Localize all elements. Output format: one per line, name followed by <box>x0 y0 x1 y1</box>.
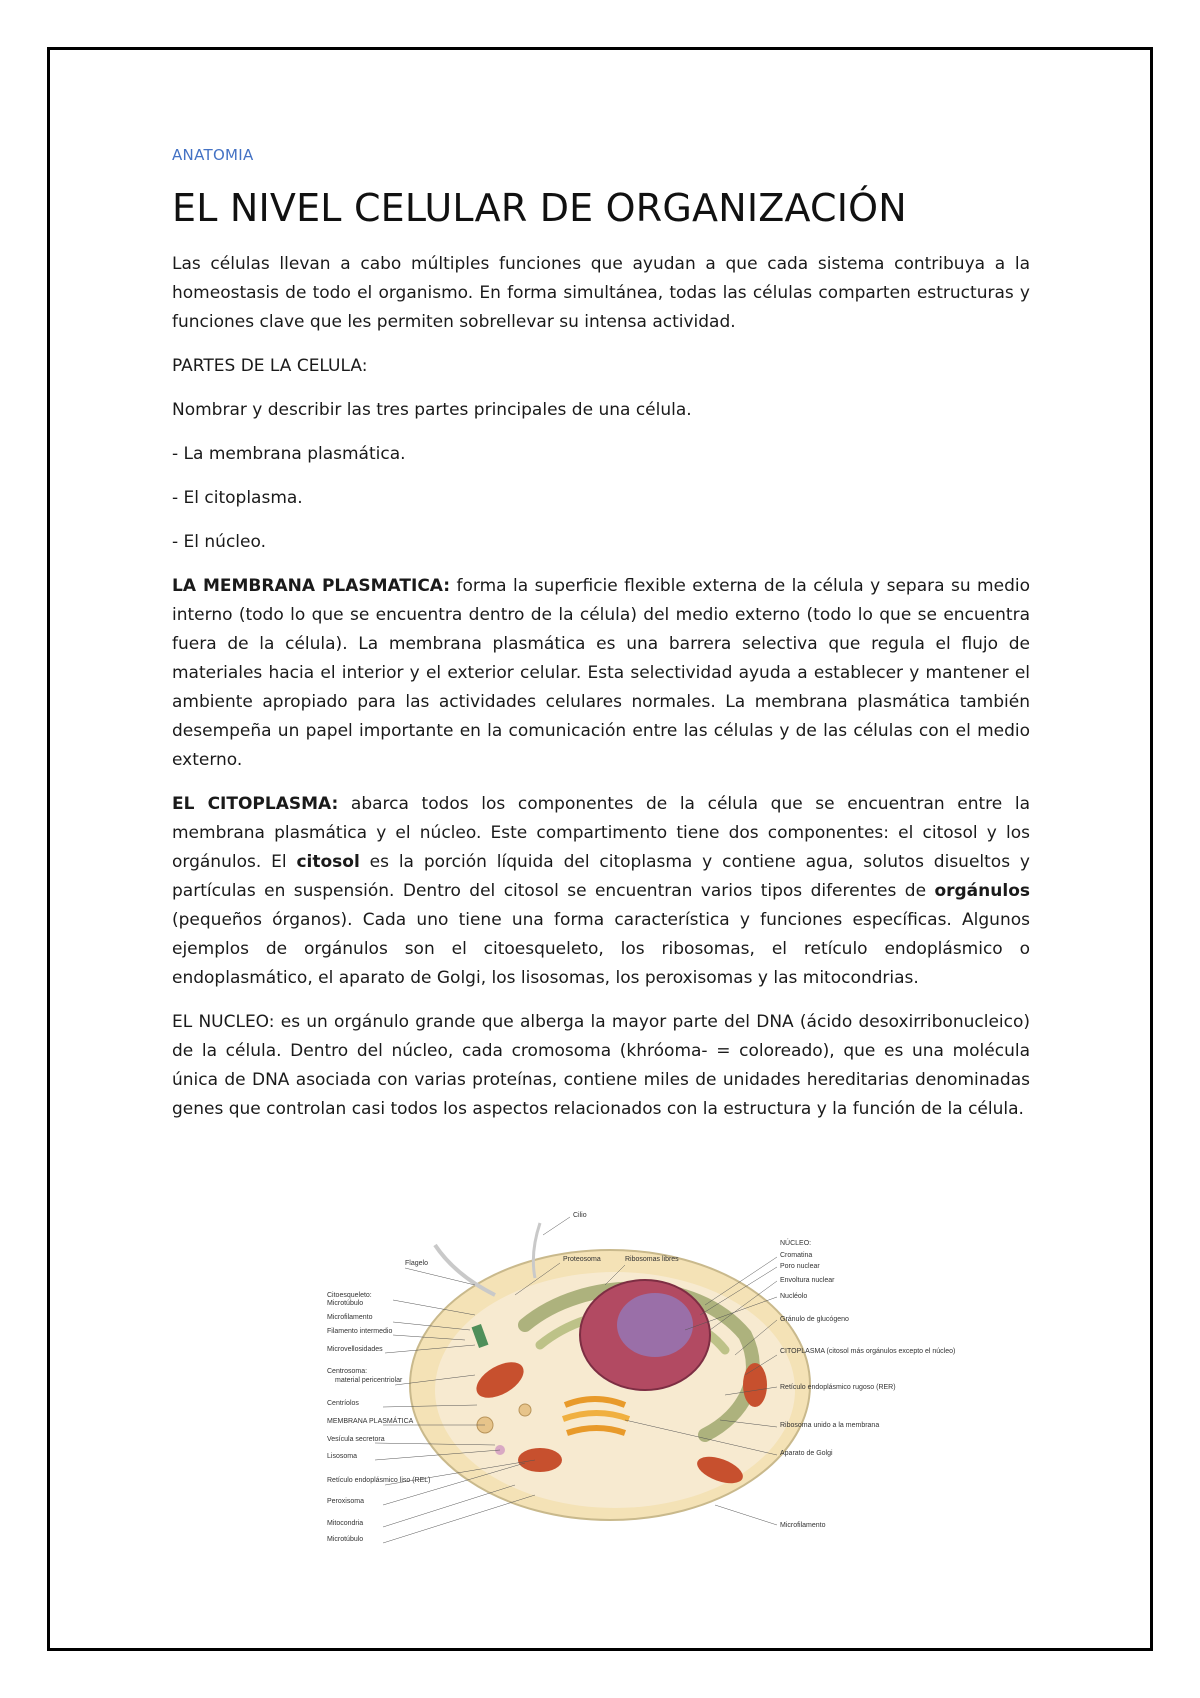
vesicle-shape-2 <box>519 1404 531 1416</box>
label-microtubulo-bottom: Microtúbulo <box>327 1536 364 1543</box>
label-microfilamento-bottom: Microfilamento <box>780 1522 826 1529</box>
label-lisosoma: Lisosoma <box>327 1453 357 1460</box>
citoplasma-paragraph <box>172 790 1030 993</box>
label-flagelo: Flagelo <box>405 1260 428 1267</box>
membrana-term: LA MEMBRANA PLASMATICA: <box>172 576 451 596</box>
citoplasma-text-1: abarca todos los componentes de la célula que se encuentran entre la membrana plasmática y el núcleo. Este compartimento tiene dos componentes: el citosol y los orgánulos. El <box>172 794 1030 872</box>
category-label: ANATOMIA <box>172 146 254 164</box>
nucleo-paragraph <box>172 1008 1030 1124</box>
nucleolus-shape <box>617 1293 693 1357</box>
label-centriolos: Centríolos <box>327 1400 359 1407</box>
list-item-membrana: - La membrana plasmática. <box>172 444 406 464</box>
parts-instruction: Nombrar y describir las tres partes principales de una célula. <box>172 400 692 420</box>
label-peroxisoma: Peroxisoma <box>327 1498 364 1505</box>
membrana-text: forma la superficie flexible externa de la célula y separa su medio interno (todo lo que se encuentra dentro de la célula) del medio externo (todo lo que se encuentra fuera de la célula). La membrana plasmática es una barrera selectiva que regula el flujo de materiales hacia el interior y el exterior celular. Esta selectividad ayuda a establecer y mantener el ambiente apropiado para las actividades celulares normales. La membrana plasmática también desempeña un papel importante en la comunicación entre las células y de las células con el medio externo. <box>172 576 1030 770</box>
citosol-term: citosol <box>296 852 360 872</box>
citoplasma-text-2: es la porción líquida del citoplasma y contiene agua, solutos disueltos y partículas en suspensión. Dentro del citosol se encuentran varios tipos diferentes de <box>172 852 1030 901</box>
mitochondria-shape-4 <box>743 1363 767 1407</box>
label-material-pericentriolar: material pericentriolar <box>335 1377 403 1384</box>
document-body <box>172 146 1030 1139</box>
nucleo-term: EL NUCLEO: <box>172 1012 275 1032</box>
label-microtubulo: Microtúbulo <box>327 1300 364 1307</box>
label-ribosomas-libres: Ribosomas libres <box>625 1256 679 1263</box>
label-aparato-golgi: Aparato de Golgi <box>780 1450 833 1457</box>
parts-heading: PARTES DE LA CELULA: <box>172 356 368 376</box>
label-centrosoma: Centrosoma: <box>327 1368 368 1375</box>
organulos-term: orgánulos <box>934 881 1030 901</box>
label-glucogeno: Gránulo de glucógeno <box>780 1316 849 1323</box>
label-cromatina: Cromatina <box>780 1252 813 1259</box>
cell-diagram <box>325 1205 956 1545</box>
label-ribosoma-unido: Ribosoma unido a la membrana <box>780 1422 880 1429</box>
label-nucleo: NÚCLEO: <box>780 1240 812 1247</box>
label-poro-nuclear: Poro nuclear <box>780 1263 820 1270</box>
label-nucleolo: Nucléolo <box>780 1293 808 1300</box>
nucleo-text: es un orgánulo grande que alberga la mayor parte del DNA (ácido desoxirribonucleico) de la célula. Dentro del núcleo, cada cromosoma (khróoma- = coloreado), que es una molécula única de DNA asociada con varias proteínas, contiene miles de unidades hereditarias denominadas genes que controlan casi todos los aspectos relacionados con la estructura y la función de la célula. <box>172 1012 1031 1119</box>
citoplasma-text-3: (pequeños órganos). Cada uno tiene una forma característica y funciones específicas. Algunos ejemplos de orgánulos son el citoesqueleto, los ribosomas, el retículo endoplásmico o endoplasmático, el aparato de Golgi, los lisosomas, los peroxisomas y las mitocondrias. <box>172 910 1030 988</box>
intro-paragraph: Las células llevan a cabo múltiples funciones que ayudan a que cada sistema contribuya a la homeostasis de todo el organismo. En forma simultánea, todas las células comparten estructuras y funciones clave que les permiten sobrellevar su intensa actividad. <box>172 254 1030 332</box>
label-microvellosidades: Microvellosidades <box>327 1346 383 1353</box>
label-rer: Retículo endoplásmico rugoso (RER) <box>780 1384 896 1391</box>
label-proteosoma: Proteosoma <box>563 1256 601 1263</box>
label-filamento-intermedio: Filamento intermedio <box>327 1328 393 1335</box>
label-rel: Retículo endoplásmico liso (REL) <box>327 1477 431 1484</box>
label-mitocondria: Mitocondria <box>327 1520 364 1527</box>
label-citoesqueleto: Citoesqueleto: <box>327 1292 372 1299</box>
list-item-nucleo: - El núcleo. <box>172 532 266 552</box>
label-envoltura-nuclear: Envoltura nuclear <box>780 1277 835 1284</box>
list-item-citoplasma: - El citoplasma. <box>172 488 303 508</box>
cell-diagram-svg <box>325 1205 956 1545</box>
label-microfilamento: Microfilamento <box>327 1314 373 1321</box>
label-vesicula-secretora: Vesícula secretora <box>327 1436 385 1443</box>
citoplasma-term: EL CITOPLASMA: <box>172 794 339 814</box>
label-membrana-plasmatica: MEMBRANA PLASMÁTICA <box>327 1418 414 1425</box>
membrana-paragraph <box>172 572 1030 775</box>
page-title: EL NIVEL CELULAR DE ORGANIZACIÓN <box>172 186 907 230</box>
label-cilio: Cilio <box>573 1212 587 1219</box>
label-citoplasma: CITOPLASMA (citosol más orgánulos excepto el núcleo) <box>780 1348 956 1355</box>
mitochondria-shape-2 <box>518 1448 562 1472</box>
